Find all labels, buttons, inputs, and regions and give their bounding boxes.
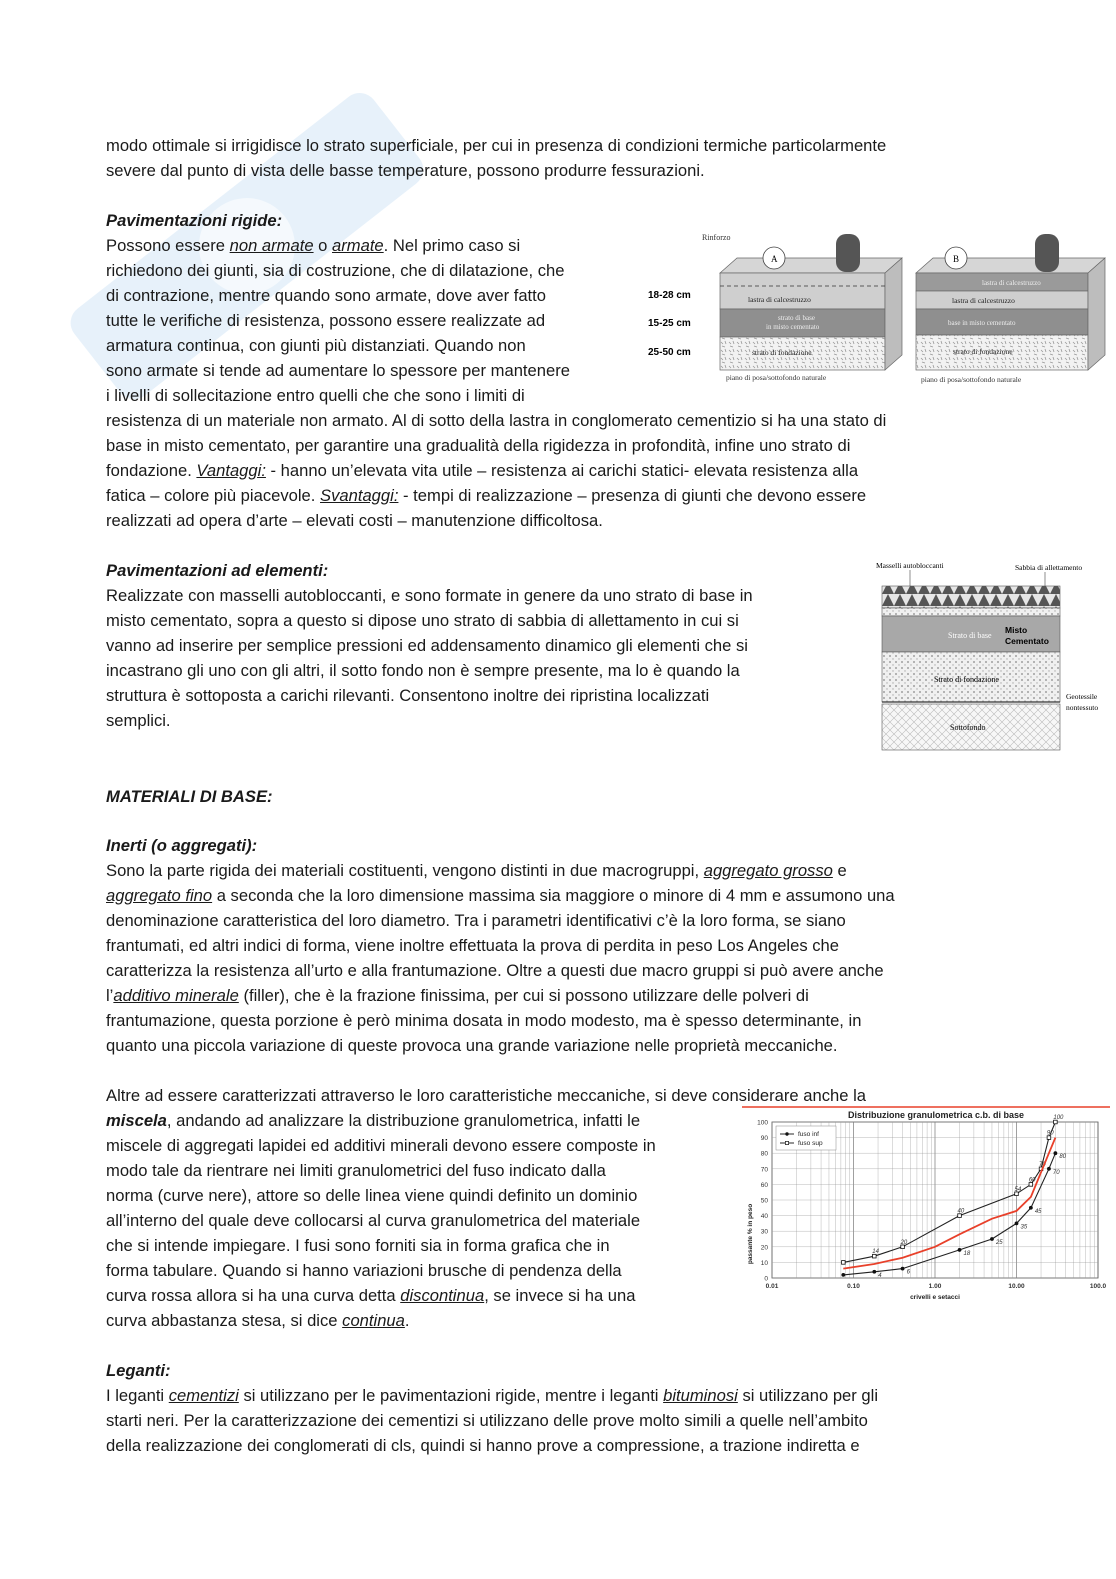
y-tick-label: 100 <box>757 1119 768 1127</box>
x-tick-label: 0.10 <box>847 1283 860 1290</box>
base-label: piano di posa/sottofondo naturale <box>921 375 1022 384</box>
rigid-pavement-figure <box>640 228 1110 388</box>
data-label: 100 <box>1053 1115 1064 1121</box>
text-line: norma (curve nere), attore so delle linea viene quindi definito un dominio <box>106 1186 638 1205</box>
label-b: B <box>953 254 960 264</box>
term-bituminosi: bituminosi <box>663 1386 738 1405</box>
term-svantaggi: Svantaggi: <box>320 486 399 505</box>
term-aggregato-grosso: aggregato grosso <box>703 861 833 880</box>
y-tick-label: 20 <box>760 1244 768 1252</box>
layer-label: lastra di calcestruzzo <box>952 296 1015 305</box>
text-line: caratterizza la resistenza all’urto e alla frantumazione. Oltre a questi due macro gruppi si può avere anche <box>106 961 884 980</box>
y-tick-label: 0 <box>764 1275 768 1283</box>
text-line: Realizzate con masselli autobloccanti, e sono formate in genere da uno strato di base in <box>106 586 753 605</box>
dimension-label: 18-28 cm <box>648 290 691 301</box>
data-point <box>958 1248 962 1252</box>
text-line: curva rossa allora si ha una curva detta discontinua, se invece si ha una <box>106 1286 636 1305</box>
data-label: 6 <box>906 1269 910 1276</box>
term-continua: continua <box>342 1311 405 1330</box>
text-line: I leganti cementizi si utilizzano per le pavimentazioni rigide, mentre i leganti bituminosi si utilizzano per gli <box>106 1386 879 1405</box>
data-label: 4 <box>878 1272 882 1279</box>
layer-label: strato di base <box>778 314 815 322</box>
dimension-label: 15-25 cm <box>648 318 691 329</box>
text-line: miscela, andando ad analizzare la distribuzione granulometrica, infatti le <box>106 1111 641 1130</box>
y-tick-label: 40 <box>760 1213 768 1221</box>
term-additivo-minerale: additivo minerale <box>113 986 239 1005</box>
text-line: aggregato fino a seconda che la loro dimensione massima sia maggiore o minore di 4 mm e assumono una <box>106 886 895 905</box>
data-label: 45 <box>1034 1208 1042 1215</box>
y-tick-label: 80 <box>760 1150 768 1158</box>
text-line: modo tale da rientrare nei limiti granulometrici del fuso indicato dalla <box>106 1161 606 1180</box>
term-aggregato-fino: aggregato fino <box>106 886 213 905</box>
x-tick-label: 0.01 <box>765 1283 779 1290</box>
layer-label: strato di fondazione <box>752 348 812 357</box>
term-cementizi: cementizi <box>168 1386 239 1405</box>
y-tick-label: 10 <box>760 1259 768 1267</box>
chart-ylabel: passante % in peso <box>747 1203 754 1265</box>
data-point <box>842 1261 846 1265</box>
text-line: quanto una piccola variazione di queste provoca una grande variazione nelle proprietà meccaniche. <box>106 1036 838 1055</box>
layer-label: Sottofondo <box>950 723 986 732</box>
data-label: 35 <box>1020 1224 1028 1231</box>
y-tick-label: 60 <box>760 1181 768 1189</box>
y-tick-label: 90 <box>760 1135 768 1143</box>
legend-marker <box>785 1141 788 1144</box>
text-line: sono armate si tende ad aumentare lo spessore per mantenere <box>106 361 570 380</box>
block-pavement-figure <box>870 558 1110 754</box>
data-label: 80 <box>1059 1154 1067 1161</box>
section-heading: MATERIALI DI BASE: <box>106 787 273 806</box>
text-line: i livelli di sollecitazione entro quelli che che sono i limiti di <box>106 386 525 405</box>
label-geotessile: Geotessile <box>1066 692 1098 701</box>
x-tick-label: 100.0 <box>1089 1283 1107 1290</box>
y-tick-label: 70 <box>760 1166 768 1174</box>
section-heading: Leganti: <box>106 1361 171 1380</box>
label-a: A <box>771 254 778 264</box>
section-a <box>720 234 902 382</box>
x-tick-label: 1.00 <box>928 1283 942 1290</box>
text-line: all’interno del quale deve collocarsi al curva granulometrica del materiale <box>106 1211 641 1230</box>
data-label: 18 <box>963 1250 971 1257</box>
data-label: 14 <box>872 1249 879 1256</box>
section-elementi <box>106 558 753 733</box>
text-line: resistenza di un materiale non armato. Al di sotto della lastra in conglomerato cementizio si ha una stato di <box>106 411 887 430</box>
text-line: fatica – colore più piacevole. Svantaggi: - tempi di realizzazione – presenza di giunti che devono essere <box>106 486 867 505</box>
data-point <box>1047 1167 1051 1171</box>
data-point <box>1029 1206 1033 1210</box>
text-line: tutte le verifiche di resistenza, possono essere realizzate ad <box>106 311 546 330</box>
layer-label: strato di fondazione <box>953 347 1013 356</box>
data-label: 40 <box>957 1208 965 1215</box>
text-line: Possono essere non armate o armate. Nel primo caso si <box>106 236 521 255</box>
text-line: starti neri. Per la caratterizzazione dei cementizi si utilizzano delle prove molto simili a quelle nell’ambito <box>106 1411 868 1430</box>
chart-xlabel: crivelli e setacci <box>910 1294 960 1301</box>
label-geotessile: nontessuto <box>1066 703 1099 712</box>
legend-label: fuso inf <box>798 1131 819 1139</box>
text-line: forma tabulare. Quando si hanno variazioni brusche di pendenza della <box>106 1261 622 1280</box>
term-discontinua: discontinua <box>400 1286 485 1305</box>
data-label: 20 <box>900 1239 908 1246</box>
text-line: Sono la parte rigida dei materiali costituenti, vengono distinti in due macrogruppi, aggregato grosso e <box>106 861 847 880</box>
text-line: della realizzazione dei conglomerati di cls, quindi si hanno prove a compressione, a trazione indiretta e <box>106 1436 860 1455</box>
chart-legend <box>776 1126 836 1150</box>
text-line: realizzati ad opera d’arte – elevati costi – manutenzione difficoltosa. <box>106 511 603 530</box>
section-heading: Pavimentazioni ad elementi: <box>106 561 329 580</box>
layer-label: lastra di calcestruzzo <box>748 295 811 304</box>
text-line: armatura continua, con giunti più distanziati. Quando non <box>106 336 526 355</box>
legend-marker <box>785 1132 788 1135</box>
text-line: modo ottimale si irrigidisce lo strato superficiale, per cui in presenza di condizioni termiche particolarmente <box>106 136 887 155</box>
base-label: piano di posa/sottofondo naturale <box>726 373 827 382</box>
section-heading: Inerti (o aggregati): <box>106 836 258 855</box>
section-b <box>916 234 1105 384</box>
term-miscela: miscela <box>106 1111 167 1130</box>
text-line: curva abbastanza stesa, si dice continua. <box>106 1311 410 1330</box>
chart-title: Distribuzione granulometrica c.b. di base <box>848 1110 1025 1120</box>
text-line: denominazione caratteristica del loro diametro. Tra i parametri identificativi c’è la loro forma, se siano <box>106 911 846 930</box>
granulometric-chart <box>742 1106 1110 1302</box>
x-tick-label: 10.00 <box>1008 1283 1025 1290</box>
term-vantaggi: Vantaggi: <box>196 461 266 480</box>
label-rinforzo: Rinforzo <box>702 233 731 242</box>
legend-label: fuso sup <box>798 1140 823 1148</box>
text-line: Altre ad essere caratterizzati attraverso le loro caratteristiche meccaniche, si deve considerare anche la <box>106 1086 866 1105</box>
text-line: frantumazione, questa porzione è però minima dosata in modo modesto, ma è spesso determinante, in <box>106 1011 862 1030</box>
text-line: richiedono dei giunti, sia di costruzione, che di dilatazione, che <box>106 261 565 280</box>
section-materiali <box>106 784 273 809</box>
section-heading: Pavimentazioni rigide: <box>106 211 283 230</box>
text-line: semplici. <box>106 711 171 730</box>
intro-paragraph <box>106 133 886 183</box>
text-line: severe dal punto di vista delle basse temperature, possono produrre fessurazioni. <box>106 161 705 180</box>
section-inerti <box>106 833 895 1058</box>
text-line: di contrazione, mentre quando sono armate, dove aver fatto <box>106 286 547 305</box>
term-non-armate: non armate <box>229 236 314 255</box>
text-line: l’additivo minerale (filler), che è la frazione finissima, per cui si possono utilizzare delle polveri di <box>106 986 809 1005</box>
y-tick-label: 50 <box>760 1197 768 1205</box>
term-armate: armate <box>332 236 384 255</box>
data-label: 90 <box>1046 1130 1054 1137</box>
data-label: 25 <box>995 1240 1003 1246</box>
layer-label: in misto cementato <box>766 323 820 331</box>
data-label: 54 <box>1014 1186 1022 1193</box>
layer-label: Strato di fondazione <box>934 675 999 684</box>
y-tick-label: 30 <box>760 1228 768 1236</box>
layer-label: base in misto cementato <box>948 319 1016 327</box>
data-point <box>841 1273 845 1277</box>
text-line: incastrano gli uno con gli altri, il sotto fondo non è sempre presente, ma lo è quando la <box>106 661 740 680</box>
text-line: fondazione. Vantaggi: - hanno un’elevata vita utile – resistenza ai carichi statici- elevata resistenza alla <box>106 461 859 480</box>
dimension-label: 25-50 cm <box>648 347 691 358</box>
data-label: 60 <box>1028 1177 1036 1184</box>
data-label: 70 <box>1052 1169 1060 1176</box>
text-line: miscele di aggregati lapidei ed additivi minerali devono essere composte in <box>106 1136 656 1155</box>
text-line: che si intende impiegare. I fusi sono forniti sia in forma grafica che in <box>106 1236 610 1255</box>
layer-label: Strato di base <box>948 631 992 640</box>
label-masselli: Masselli autobloccanti <box>876 561 944 570</box>
layer-label: Misto <box>1005 625 1028 635</box>
section-leganti <box>106 1358 878 1458</box>
text-line: struttura è sottoposta a carichi rilevanti. Consentono inoltre dei ripristina localizzati <box>106 686 710 705</box>
data-point <box>990 1237 994 1241</box>
text-line: frantumati, ed altri indici di forma, viene inoltre effettuata la prova di perdita in peso Los Angeles che <box>106 936 840 955</box>
data-point <box>1015 1222 1019 1226</box>
data-label: 70 <box>1039 1161 1046 1168</box>
data-point <box>1053 1151 1057 1155</box>
layer-label: lastra di calcestruzzo <box>982 279 1041 287</box>
layer-label: Cementato <box>1005 636 1049 646</box>
data-point <box>872 1270 876 1274</box>
text-line: vanno ad inserire per semplice pressioni ed addensamento dinamico gli elementi che si <box>106 636 748 655</box>
data-point <box>901 1267 905 1271</box>
label-sabbia: Sabbia di allettamento <box>1015 563 1083 572</box>
text-line: base in misto cementato, per garantire una gradualità della rigidezza in profondità, infine uno strato di <box>106 436 851 455</box>
text-line: misto cementato, sopra a questo si dipose uno strato di sabbia di allettamento in cui si <box>106 611 739 630</box>
